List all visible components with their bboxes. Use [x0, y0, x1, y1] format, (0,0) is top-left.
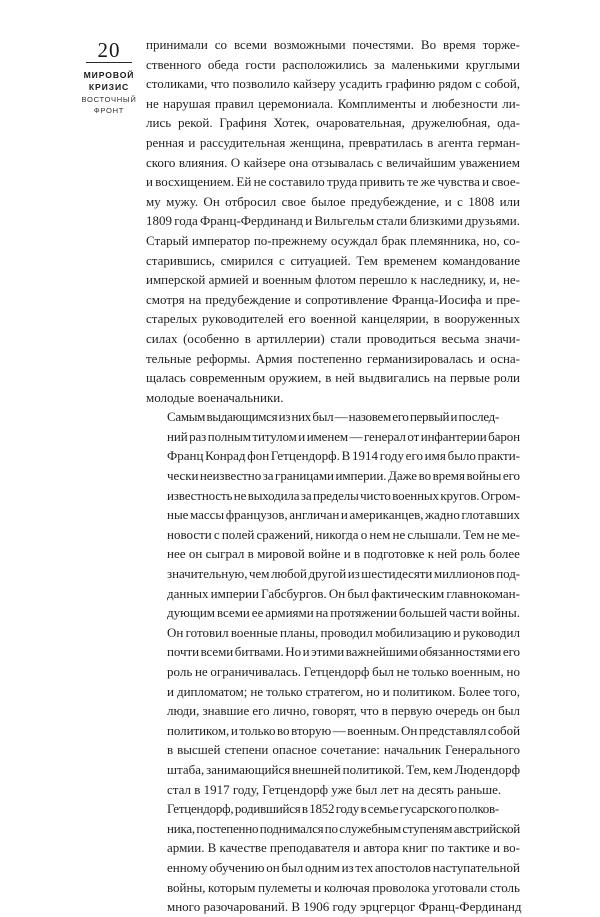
- text-line: молодые военачальники.: [146, 389, 284, 405]
- text-line: не нарушая правил церемониала. Комплименты и любезности ли-: [146, 95, 520, 111]
- running-head-section: [80, 70, 138, 116]
- text-line: штаба, занимающийся внешней политикой. Тем, кем Людендорф: [167, 761, 520, 777]
- text-line: значительную, чем любой другой из шестидесяти миллионов под-: [167, 566, 521, 582]
- section-title-line-1: МИРОВОЙ: [83, 70, 135, 80]
- paragraph: [146, 35, 520, 407]
- text-line: почти всеми битвами. Но и этими важнейшими обязанностями его: [167, 644, 520, 660]
- text-line: ренная и рассудительная женщина, превратилась в агента герман-: [146, 134, 520, 150]
- paragraph: [146, 407, 520, 799]
- text-line: ные массы французов, англичан и американцев, жадно глотавших: [167, 507, 521, 523]
- text-line: 1809 года Франц-Фердинанд и Вильгельм стали близкими друзьями.: [146, 213, 520, 229]
- text-line: Франц Конрад фон Гетцендорф. В 1914 году его имя было практи-: [167, 448, 520, 464]
- text-line: новости с полей сражений, никогда о нем не слышали. Тем не ме-: [167, 526, 521, 542]
- text-line: ственного обеда гости расположились за маленькими круглыми: [146, 56, 520, 72]
- text-line: много разочарований. В 1906 году эрцгерцог Франц-Фердинанд: [167, 899, 522, 915]
- section-subtitle-line-2: ФРОНТ: [93, 106, 125, 115]
- text-line: му мужу. Он отбросил свое былое предубеждение, и с 1808 или: [146, 193, 520, 209]
- text-line: и дипломатом; не только стратегом, но и политиком. Более того,: [167, 683, 521, 699]
- text-line: в высшей степени опасное сочетание: начальник Генерального: [167, 742, 520, 758]
- text-line: старелых руководителей его военной канцелярии, в вооруженных: [146, 311, 520, 327]
- section-subtitle-line-1: ВОСТОЧНЫЙ: [81, 95, 137, 104]
- text-line: армии. В качестве преподавателя и автора книг по тактике и во-: [167, 840, 520, 856]
- body-text: [146, 35, 520, 917]
- section-title-line-2: КРИЗИС: [88, 81, 130, 92]
- section-title: [80, 70, 138, 93]
- text-line: войны, которым пулеметы и колючая проволока уготовали столь: [167, 879, 520, 895]
- section-subtitle: [80, 94, 138, 116]
- text-line: стал в 1917 году, Гетцендорф уже был лет на десять раньше.: [167, 781, 502, 797]
- text-line: имперской армией и военным флотом перешло к наследнику, и, не-: [146, 272, 520, 288]
- text-line: роль не ограничивалась. Гетцендорф был не только военным, но: [167, 664, 520, 679]
- text-line: люди, знавшие его лично, говорят, что в первую очередь он был: [167, 703, 520, 719]
- text-line: тельные реформы. Армия постепенно германизировалась и осна-: [146, 350, 521, 366]
- text-line: ского влияния. О кайзере она отзывалась с величайшим уважением: [146, 154, 520, 170]
- text-line: щалась современным оружием, в ней выдвигались на первые роли: [146, 370, 521, 386]
- text-line: Он готовил военные планы, проводил мобилизацию и руководил: [167, 624, 520, 640]
- text-line: Гетцендорф, родившийся в 1852 году в семье гусарского полков-: [167, 801, 500, 817]
- text-line: дующим всеми ее армиями на протяжении большей части войны.: [167, 605, 520, 621]
- text-line: смотря на предубеждение и сопротивление Франца-Иосифа и пре-: [146, 291, 520, 307]
- text-line: енному обучению он был одним из тех апостолов наступательной: [167, 859, 520, 875]
- text-line: принимали со всеми возможными почестями. Во время торже-: [146, 37, 520, 52]
- text-line: старившись, смирился с ситуацией. Тем временем командование: [146, 252, 520, 268]
- text-line: нее он сыграл в мировой войне и в подготовке к ней роль более: [167, 546, 520, 562]
- text-line: Старый император по-прежнему осуждал брак племянника, но, со-: [146, 232, 520, 248]
- text-line: данных империи Габсбургов. Он был фактическим главнокоман-: [167, 585, 520, 601]
- text-line: лись рекой. Графиня Хотек, очаровательная, дружелюбная, ода-: [146, 115, 520, 131]
- margin-divider: [86, 62, 132, 63]
- text-line: столиками, что позволило кайзеру усадить графиню рядом с собой,: [146, 76, 521, 92]
- text-line: чески неизвестно за границами империи. Даже во время войны его: [167, 468, 520, 484]
- paragraph: [146, 799, 520, 917]
- text-line: Самым выдающимся из них был — назовем его первый и послед-: [167, 409, 499, 425]
- text-line: силах (особенно в артиллерии) стали проводиться весьма значи-: [146, 330, 521, 346]
- text-line: ний раз полным титулом и именем — генерал от инфантерии барон: [167, 428, 521, 444]
- text-line: ника, постепенно поднимался по служебным ступеням австрийской: [167, 820, 520, 836]
- page-number: 20: [97, 38, 121, 62]
- text-line: и восхищением. Ей не составило труда привить те же чувства и свое-: [146, 174, 521, 190]
- text-line: политиком, и только во вторую — военным. Он представлял собой: [167, 722, 520, 738]
- text-line: известность не выходила за пределы чисто военных кругов. Огром-: [167, 487, 521, 503]
